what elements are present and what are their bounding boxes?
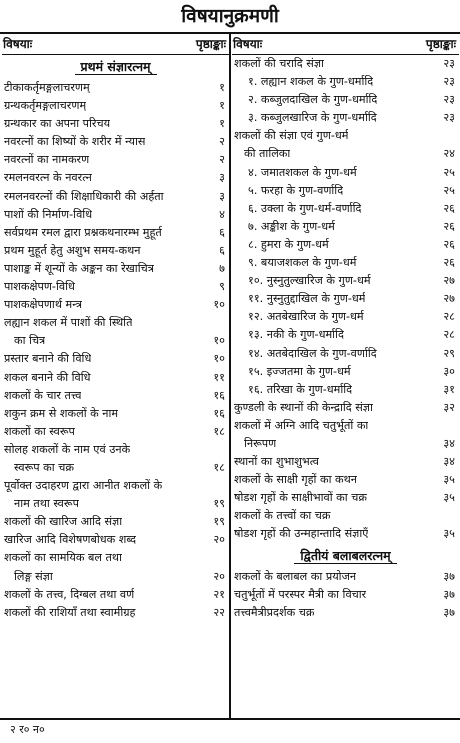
contents-entry <box>2 260 229 278</box>
footer-mark: २ र० न० <box>10 723 45 736</box>
contents-entry <box>2 151 229 169</box>
section-heading <box>2 55 229 79</box>
contents-entry <box>232 127 459 145</box>
contents-entry <box>232 489 459 507</box>
entry-page-number: २९ <box>443 346 455 360</box>
entry-page-number: २३ <box>443 93 455 107</box>
entry-title: ४. जमातशकल के गुण-धर्म <box>248 165 357 179</box>
entry-title: पाशाङ्क में शून्यों के अङ्कन का रेखाचित्र <box>4 261 154 275</box>
contents-entry <box>232 568 459 586</box>
entry-title: शकल बनाने की विधि <box>4 370 91 384</box>
entry-title: १५. इज्जतमा के गुण-धर्म <box>248 364 351 378</box>
entry-title: २. कब्जुलदाखिल के गुण-धर्मादि <box>248 93 378 107</box>
contents-entry <box>2 495 229 513</box>
section-heading <box>232 544 459 568</box>
column-divider <box>229 34 231 718</box>
entry-page-number: ६ <box>219 225 225 239</box>
entry-title: षोडश गृहों के साक्षीभावों का चक्र <box>234 491 367 505</box>
contents-entry <box>232 363 459 381</box>
subject-heading: विषयाः <box>3 37 33 51</box>
entry-page-number: २ <box>219 153 225 167</box>
entry-title: शकलों की चरादि संज्ञा <box>234 57 324 70</box>
entry-page-number: ३५ <box>443 473 455 487</box>
entry-page-number: ३ <box>219 171 225 185</box>
contents-entry <box>232 308 459 326</box>
right-column <box>232 34 459 718</box>
entry-page-number: १० <box>213 352 225 366</box>
entry-title: कुण्डली के स्थानों की केन्द्रादि संज्ञा <box>234 400 373 414</box>
entry-title: लह्यान शकल में पाशों की स्थिति <box>4 316 133 330</box>
contents-entry <box>232 272 459 290</box>
entry-title: १६. तरिखा के गुण-धर्मादि <box>248 382 353 396</box>
contents-entry <box>232 471 459 489</box>
entry-page-number: १ <box>219 117 225 131</box>
entry-page-number: ३१ <box>443 382 455 396</box>
entry-title: सोलह शकलों के नाम एवं उनके <box>4 442 131 456</box>
contents-entry <box>2 115 229 133</box>
contents-entry <box>2 133 229 151</box>
entry-page-number: २५ <box>443 165 455 179</box>
entry-page-number: २० <box>213 569 225 583</box>
entry-title: शकलों के बलाबल का प्रयोजन <box>234 569 357 583</box>
entry-title: पाशकक्षेपण-विधि <box>4 280 75 294</box>
entry-page-number: ९ <box>219 280 225 294</box>
right-column-header <box>232 34 459 55</box>
entry-title: की तालिका <box>244 147 291 161</box>
entry-page-number: १ <box>219 81 225 94</box>
contents-entry <box>232 525 459 543</box>
entry-page-number: २२ <box>213 605 225 619</box>
contents-entry <box>232 453 459 471</box>
contents-entry <box>2 441 229 459</box>
left-column-header <box>2 34 229 55</box>
entry-page-number: ७ <box>219 261 225 275</box>
contents-entry <box>2 531 229 549</box>
entry-title: का चित्र <box>14 334 46 348</box>
entry-title: १. लह्यान शकल के गुण-धर्मादि <box>248 75 374 89</box>
entry-title: रमलनवरत्न के नवरत्न <box>4 171 92 185</box>
contents-entry <box>232 604 459 622</box>
entry-page-number: २६ <box>443 256 455 270</box>
entry-page-number <box>435 127 455 145</box>
entry-title: ३. कब्जुलखारिज के गुण-धर्मादि <box>248 111 377 125</box>
entry-page-number: ३ <box>219 189 225 203</box>
entry-page-number: २७ <box>443 274 455 288</box>
entry-page-number: ३४ <box>443 455 455 469</box>
entry-title: स्थानों का शुभाशुभत्व <box>234 455 319 469</box>
entry-page-number: १० <box>213 334 225 348</box>
contents-entry <box>232 200 459 218</box>
entry-title: शकलों का सामयिक बल तथा <box>4 551 122 565</box>
entry-title: ५. फरहा के गुण-वर्णादि <box>248 183 344 197</box>
entry-page-number <box>435 417 455 435</box>
entry-title: शकलों में अग्नि आदि चतुर्भूतों का <box>234 418 369 432</box>
entry-page-number <box>435 507 455 525</box>
contents-entry <box>232 586 459 604</box>
entry-title: १३. नकी के गुण-धर्मादि <box>248 328 344 342</box>
entry-page-number <box>205 549 225 567</box>
contents-entry <box>232 290 459 308</box>
entry-page-number: २७ <box>443 292 455 306</box>
entry-page-number: १६ <box>213 388 225 402</box>
contents-entry <box>2 568 229 586</box>
contents-entry <box>232 109 459 127</box>
entry-title: षोडश गृहों की उन्महान्तादि संज्ञाएँ <box>234 527 369 541</box>
entry-title: पाशकक्षेपणार्थ मन्त्र <box>4 298 83 312</box>
contents-entry <box>2 206 229 224</box>
entry-page-number: २६ <box>443 237 455 251</box>
contents-table <box>0 32 460 720</box>
entry-page-number: ३४ <box>443 436 455 450</box>
contents-entry <box>232 218 459 236</box>
entry-page-number <box>205 477 225 495</box>
entry-page-number: ३५ <box>443 527 455 541</box>
contents-entry <box>2 586 229 604</box>
contents-entry <box>232 145 459 163</box>
entry-title: ७. अङ्कीश के गुण-धर्म <box>248 219 335 233</box>
entry-page-number: ३७ <box>443 569 455 583</box>
contents-entry <box>2 369 229 387</box>
entry-title: १२. अतबेखारिज के गुण-धर्म <box>248 310 364 324</box>
entry-title: १०. नुस्नुतुल्खारिज के गुण-धर्म <box>248 274 371 288</box>
entry-page-number: २० <box>213 533 225 547</box>
entry-title: नवरत्नों का नामकरण <box>4 153 90 167</box>
entry-title: स्वरूप का चक्र <box>14 460 74 474</box>
contents-entry <box>2 350 229 368</box>
entry-title: नवरत्नों का शिष्यों के शरीर में न्यास <box>4 135 146 149</box>
entry-title: शकलों की खारिज आदि संज्ञा <box>4 515 123 529</box>
entry-title: ८. हुमरा के गुण-धर्म <box>248 237 329 251</box>
entry-title: प्रथम मुहूर्त हेतु अशुभ समय-कथन <box>4 243 141 257</box>
entry-page-number: २८ <box>443 328 455 342</box>
entry-page-number: २८ <box>443 310 455 324</box>
entry-title: निरूपण <box>244 436 277 450</box>
entry-page-number: २१ <box>213 587 225 601</box>
contents-entry <box>2 459 229 477</box>
entry-page-number: ३७ <box>443 587 455 601</box>
contents-entry <box>232 236 459 254</box>
contents-entry <box>2 314 229 332</box>
entry-title: शकलों की राशियाँ तथा स्वामीग्रह <box>4 605 136 619</box>
contents-entry <box>2 423 229 441</box>
contents-entry <box>2 387 229 405</box>
entry-page-number: १८ <box>213 424 225 438</box>
entry-title: सर्वप्रथम रमल द्वारा प्रश्नकथनारम्भ मुहूर्त <box>4 225 162 239</box>
entry-title: ६. उक्ला के गुण-धर्म-वर्णादि <box>248 201 362 215</box>
entry-title: पाशों की निर्माण-विधि <box>4 207 93 221</box>
entry-page-number: १९ <box>213 497 225 511</box>
page-title: विषयानुक्रमणी <box>181 5 279 27</box>
entry-page-number: ११ <box>213 370 225 384</box>
entry-page-number: २३ <box>443 57 455 70</box>
entry-title: तत्त्वमैत्रीप्रदर्शक चक्र <box>234 605 315 619</box>
contents-entry <box>2 549 229 567</box>
contents-entry <box>232 73 459 91</box>
contents-entry <box>2 278 229 296</box>
entry-title: ९. बयाजशकल के गुण-धर्म <box>248 256 357 270</box>
contents-entry <box>2 242 229 260</box>
contents-entry <box>2 169 229 187</box>
contents-entry <box>2 513 229 531</box>
contents-entry <box>2 188 229 206</box>
contents-entry <box>232 91 459 109</box>
contents-entry <box>2 224 229 242</box>
entry-title: नाम तथा स्वरूप <box>14 497 79 511</box>
entry-title: शकलों के तत्त्वों का चक्र <box>234 509 331 523</box>
contents-entry <box>2 79 229 97</box>
contents-entry <box>232 507 459 525</box>
entry-title: ग्रन्थकार का अपना परिचय <box>4 117 111 131</box>
contents-entry <box>232 182 459 200</box>
entry-page-number: ४ <box>219 207 225 221</box>
entry-title: चतुर्भूतों में परस्पर मैत्री का विचार <box>234 587 367 601</box>
entry-title: ग्रन्थकर्तृमङ्गलाचरणम् <box>4 99 87 113</box>
entry-title: पूर्वोक्त उदाहरण द्वारा आनीत शकलों के <box>4 479 163 493</box>
contents-entry <box>232 417 459 435</box>
entry-page-number: १९ <box>213 515 225 529</box>
entry-page-number: २ <box>219 135 225 149</box>
entry-page-number: ३२ <box>443 400 455 414</box>
page-heading: पृष्ठाङ्काः <box>425 37 456 51</box>
entry-title: टीकाकर्तृमङ्गलाचरणम् <box>4 81 90 94</box>
contents-entry <box>232 345 459 363</box>
entry-title: शकलों की संज्ञा एवं गुण-धर्म <box>234 129 349 143</box>
entry-page-number: १० <box>213 298 225 312</box>
entry-page-number: २६ <box>443 201 455 215</box>
contents-entry <box>232 164 459 182</box>
contents-entry <box>232 326 459 344</box>
entry-title: रमलनवरत्नों की शिक्षाधिकारी की अर्हता <box>4 189 164 203</box>
entry-title: शकुन क्रम से शकलों के नाम <box>4 406 119 420</box>
entry-title: शकलों के साक्षी गृहों का कथन <box>234 473 358 487</box>
entry-page-number <box>205 314 225 332</box>
entry-title: शकलों के चार तत्त्व <box>4 388 82 402</box>
entry-page-number: ३७ <box>443 605 455 619</box>
contents-entry <box>232 381 459 399</box>
entry-page-number <box>205 441 225 459</box>
entry-page-number: २३ <box>443 75 455 89</box>
entry-page-number: १६ <box>213 406 225 420</box>
entry-page-number: ६ <box>219 243 225 257</box>
entry-title: १४. अतबेदाखिल के गुण-वर्णादि <box>248 346 377 360</box>
entry-title: शकलों के तत्त्व, दिग्बल तथा वर्ण <box>4 587 135 601</box>
entry-page-number: २५ <box>443 183 455 197</box>
entry-title: ११. नुस्नुतुद्दाखिल के गुण-धर्म <box>248 292 366 306</box>
entry-page-number: ३० <box>443 364 455 378</box>
contents-entry <box>2 477 229 495</box>
entry-page-number: १ <box>219 99 225 113</box>
contents-entry <box>232 399 459 417</box>
entry-title: खारिज आदि विशेषणबोधक शब्द <box>4 533 137 547</box>
contents-entry <box>232 55 459 73</box>
entry-page-number: २६ <box>443 219 455 233</box>
left-column <box>2 34 229 718</box>
entry-title: लिङ्ग संज्ञा <box>14 569 53 583</box>
section-heading-text: प्रथमं संज्ञारत्नम् <box>75 59 157 75</box>
contents-entry <box>2 296 229 314</box>
entry-title: प्रस्तार बनाने की विधि <box>4 352 92 366</box>
contents-entry <box>2 405 229 423</box>
entry-page-number: ३५ <box>443 491 455 505</box>
contents-entry <box>2 604 229 622</box>
contents-entry <box>2 332 229 350</box>
entry-title: शकलों का स्वरूप <box>4 424 75 438</box>
page-heading: पृष्ठाङ्काः <box>195 37 226 51</box>
entry-page-number: २४ <box>443 147 455 161</box>
contents-entry <box>232 254 459 272</box>
subject-heading: विषयाः <box>233 37 263 51</box>
contents-entry <box>232 435 459 453</box>
entry-page-number: १८ <box>213 460 225 474</box>
section-heading-text: द्वितीयं बलाबलरत्नम् <box>294 548 396 564</box>
entry-page-number: २३ <box>443 111 455 125</box>
contents-entry <box>2 97 229 115</box>
